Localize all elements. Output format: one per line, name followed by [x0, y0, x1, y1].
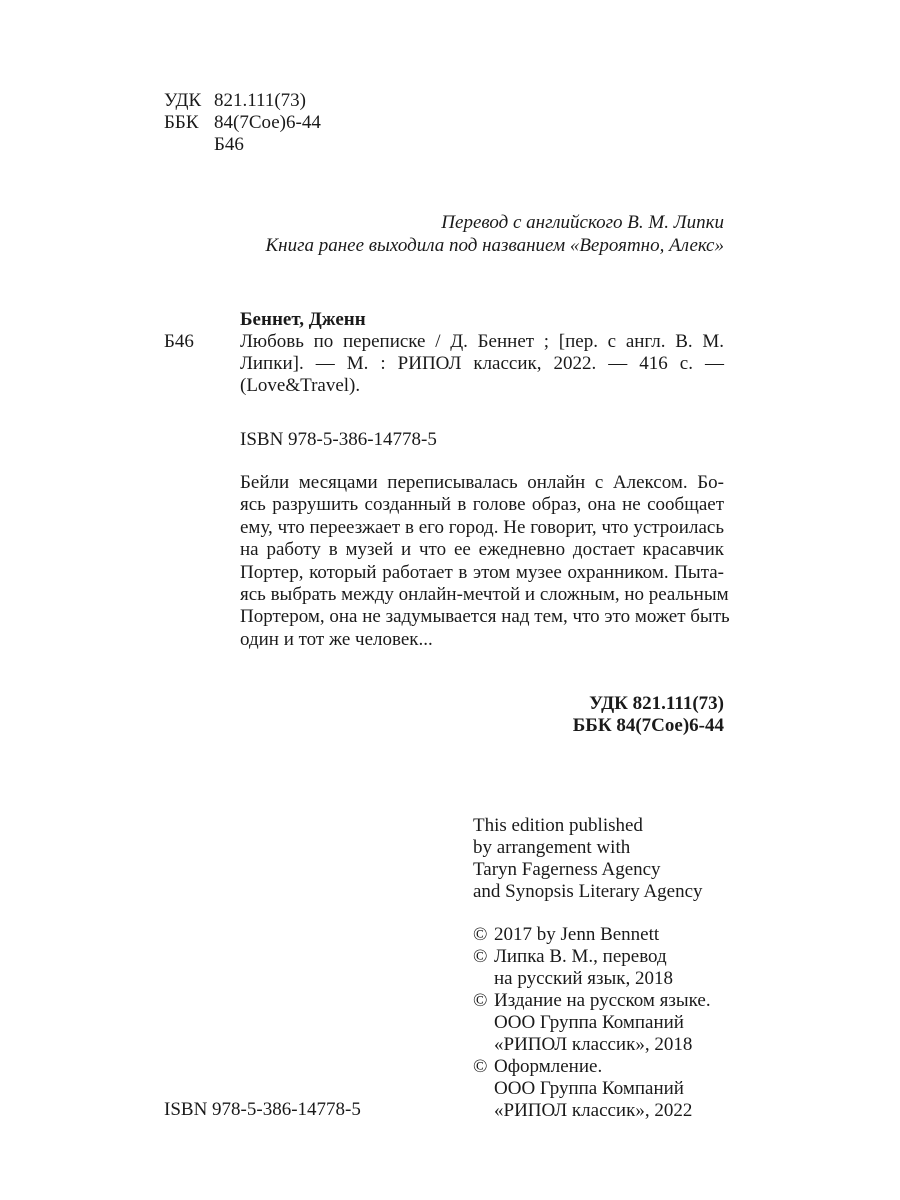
- copyright-icon: ©: [473, 924, 488, 945]
- edition-line: by arrangement with: [473, 837, 631, 858]
- copyright-icon: ©: [473, 946, 488, 967]
- copyright-line: на русский язык, 2018: [494, 968, 674, 989]
- copyright-entry: [473, 1056, 711, 1122]
- bbk-row: [164, 112, 321, 134]
- annotation-line: Портером, она не задумывается над тем, что это может быть: [240, 606, 730, 628]
- previous-title-line: Книга ранее выходила под названием «Вероятно, Алекс»: [265, 235, 724, 256]
- classification-codes: [164, 90, 321, 156]
- copyright-line: 2017 by Jenn Bennett: [494, 924, 660, 945]
- annotation-line: один и тот же человек...: [240, 628, 433, 650]
- translation-note: [164, 212, 724, 258]
- isbn-bottom: ISBN 978-5-386-14778-5: [164, 1099, 361, 1120]
- copyright-block: [473, 924, 711, 1122]
- annotation-line: ясь разрушить созданный в голове образ, она не сообщает: [240, 494, 724, 516]
- udk-label: УДК: [164, 90, 202, 111]
- annotation-line: на работу в музей и что ее ежедневно достает красавчик: [240, 539, 724, 561]
- copyright-entry: [473, 924, 711, 946]
- copyright-icon: ©: [473, 1056, 488, 1077]
- udk-bold: УДК 821.111(73): [589, 693, 724, 714]
- copyright-line: «РИПОЛ классик», 2022: [494, 1100, 693, 1121]
- annotation-line: Портер, который работает в этом музее охранником. Пыта-: [240, 561, 724, 583]
- copyright-line: Липка В. М., перевод: [494, 946, 667, 967]
- annotation-line: ему, что переезжает в его город. Не говорит, что устроилась: [240, 516, 724, 538]
- translator-line: Перевод с английского В. М. Липки: [441, 212, 724, 233]
- author-mark: Б46: [214, 134, 244, 155]
- bib-author: Беннет, Дженн: [240, 309, 366, 330]
- bbk-value: 84(7Сое)6-44: [214, 112, 321, 133]
- copyright-icon: ©: [473, 990, 488, 1011]
- edition-line: This edition published: [473, 815, 643, 836]
- copyright-line: Оформление.: [494, 1056, 603, 1077]
- bib-index-mark: Б46: [164, 331, 194, 352]
- bib-isbn: ISBN 978-5-386-14778-5: [240, 429, 437, 450]
- copyright-line: «РИПОЛ классик», 2018: [494, 1034, 693, 1055]
- edition-note: [473, 815, 703, 903]
- copyright-entry: [473, 946, 711, 990]
- udk-value: 821.111(73): [214, 90, 306, 111]
- edition-line: Taryn Fagerness Agency: [473, 859, 661, 880]
- udk-row: [164, 90, 321, 112]
- bbk-bold: ББК 84(7Сое)6-44: [572, 715, 724, 736]
- bbk-label: ББК: [164, 112, 199, 133]
- bib-citation: Любовь по переписке / Д. Беннет ; [пер. с англ. В. М. Липки]. — М. : РИПОЛ классик, 2022. — 416 с. — (Love&Travel).: [240, 331, 724, 396]
- author-mark-row: [164, 134, 321, 156]
- annotation-line: ясь выбрать между онлайн-мечтой и сложным, но реальным: [240, 583, 729, 605]
- annotation: [240, 472, 730, 651]
- copyright-line: ООО Группа Компаний: [494, 1012, 684, 1033]
- copyright-entry: [473, 990, 711, 1056]
- copyright-line: Издание на русском языке.: [494, 990, 711, 1011]
- copyright-line: ООО Группа Компаний: [494, 1078, 684, 1099]
- annotation-line: Бейли месяцами переписывалась онлайн с Алексом. Бо-: [240, 472, 724, 493]
- edition-line: and Synopsis Literary Agency: [473, 881, 703, 902]
- classification-codes-bold: [500, 693, 724, 737]
